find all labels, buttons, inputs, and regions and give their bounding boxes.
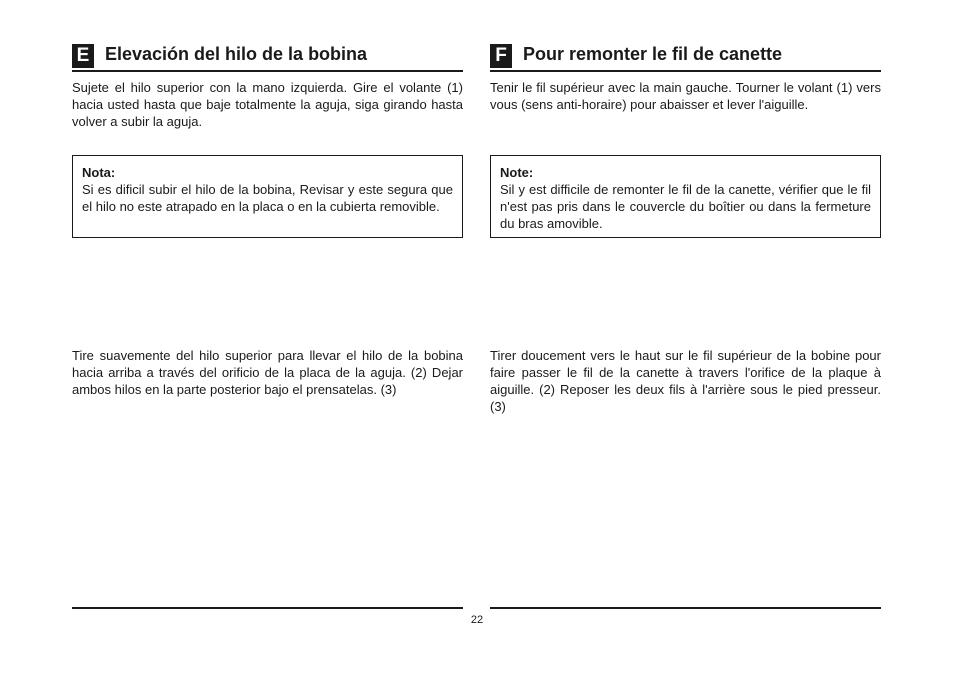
french-column (490, 0, 881, 673)
note-text: Si es dificil subir el hilo de la bobina, Revisar y este segura que el hilo no este atrapado en la placa o en la cubierta removible. (82, 182, 453, 214)
instruction-paragraph-1: Tenir le fil supérieur avec la main gauche. Tourner le volant (1) vers vous (sens anti-horaire) pour abaisser et lever l'aiguille. (490, 80, 881, 112)
instruction-paragraph-2: Tirer doucement vers le haut sur le fil supérieur de la bobine pour faire passer le fil de la canette à travers l'orifice de la plaque à aiguille. (2) Reposer les deux fils à l'arrière sous le pied presseur. (3) (490, 348, 881, 414)
note-title: Nota: (82, 165, 116, 180)
section-letter-badge: F (490, 44, 512, 68)
page-number: 22 (470, 614, 484, 626)
spanish-column (72, 0, 463, 673)
note-text: Sil y est difficile de remonter le fil de la canette, vérifier que le fil n'est pas pris dans le couvercle du boîtier ou dans la fermeture du bras amovible. (500, 182, 871, 231)
note-box (72, 155, 463, 238)
section-header-e (72, 44, 463, 72)
footer-rule (72, 607, 463, 609)
note-title: Note: (500, 165, 534, 180)
instruction-paragraph-1: Sujete el hilo superior con la mano izquierda. Gire el volante (1) hacia usted hasta que baje totalmente la aguja, siga girando hasta volver a subir la aguja. (72, 80, 463, 129)
section-title: Pour remonter le fil de canette (523, 44, 783, 64)
footer-rule (490, 607, 881, 609)
instruction-paragraph-2: Tire suavemente del hilo superior para llevar el hilo de la bobina hacia arriba a través del orificio de la placa de la aguja. (2) Dejar ambos hilos en la parte posterior bajo el prensatelas. (3) (72, 348, 463, 397)
section-title: Elevación del hilo de la bobina (105, 44, 368, 64)
section-header-f (490, 44, 881, 72)
note-box (490, 155, 881, 238)
section-letter-badge: E (72, 44, 94, 68)
